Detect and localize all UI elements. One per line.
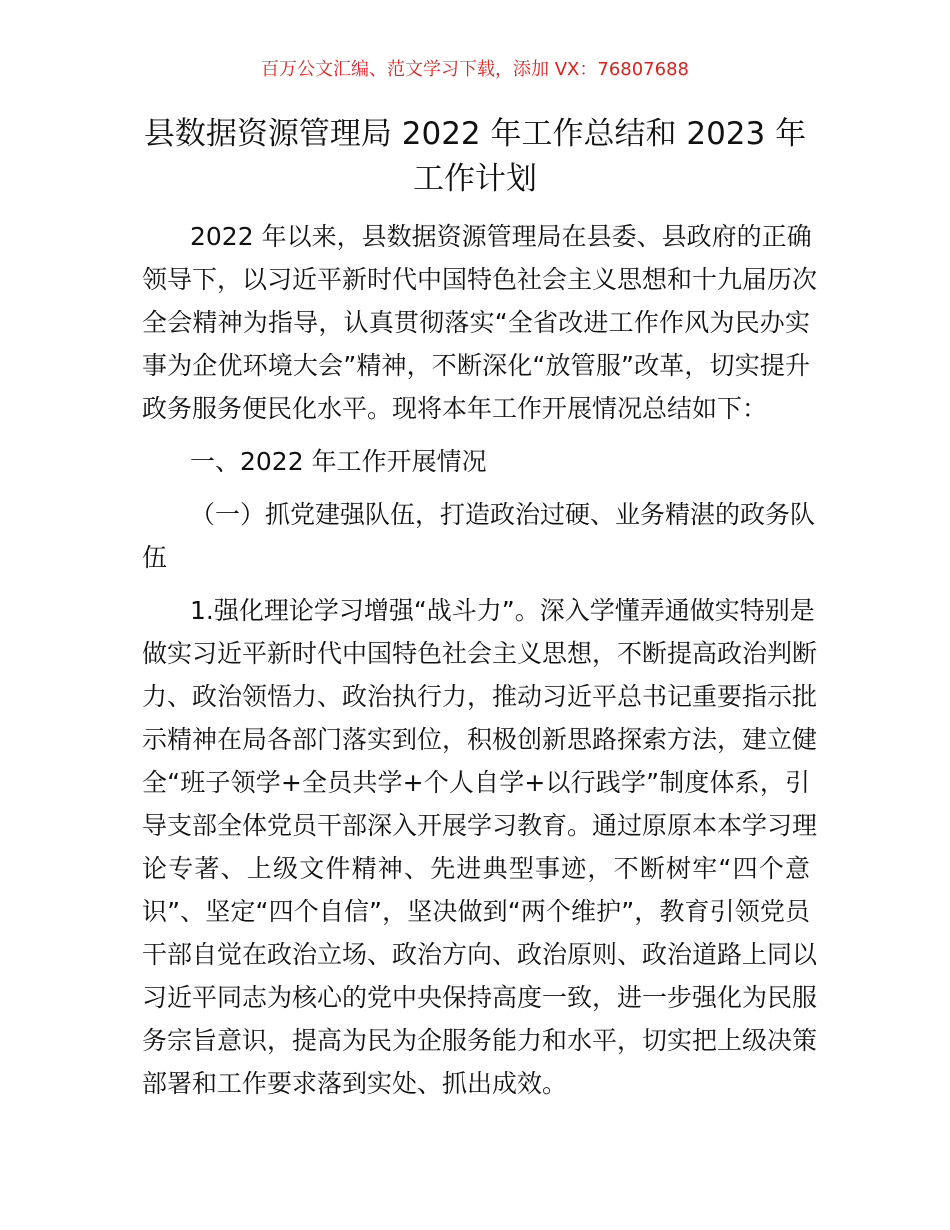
text-line: 全“班子领学+全员共学+个人自学+以行践学”制度体系，引 [142, 768, 810, 797]
body-paragraph [142, 589, 818, 1105]
watermark-banner: 百万公文汇编、范文学习下载，添加 VX：76807688 [261, 59, 689, 80]
intro-paragraph [142, 215, 818, 430]
text-line: 全会精神为指导，认真贯彻落实“全省改进工作作风为民办实 [142, 308, 810, 337]
document-title [100, 112, 850, 202]
text-line: 做实习近平新时代中国特色社会主义思想，不断提高政治判断 [142, 639, 818, 668]
text-line: 习近平同志为核心的党中央保持高度一致，进一步强化为民服 [142, 983, 818, 1012]
text-line: 论专著、上级文件精神、先进典型事迹，不断树牢“四个意 [142, 854, 810, 883]
text-line: 务宗旨意识，提高为民为企服务能力和水平，切实把上级决策 [142, 1026, 818, 1055]
text-line: 力、政治领悟力、政治执行力，推动习近平总书记重要指示批 [142, 682, 818, 711]
text-line: 2022 年以来，县数据资源管理局在县委、县政府的正确 [190, 222, 812, 251]
heading-line: 伍 [142, 543, 168, 572]
title-line: 工作计划 [413, 161, 537, 197]
text-line: 干部自觉在政治立场、政治方向、政治原则、政治道路上同以 [142, 940, 818, 969]
heading-line: （一）抓党建强队伍，打造政治过硬、业务精湛的政务队 [190, 500, 816, 529]
text-line: 事为企优环境大会”精神，不断深化“放管服”改革，切实提升 [142, 351, 810, 380]
heading-line: 一、2022 年工作开展情况 [190, 447, 487, 476]
text-line: 部署和工作要求落到实处、抓出成效。 [142, 1069, 568, 1098]
text-line: 政务服务便民化水平。现将本年工作开展情况总结如下： [142, 394, 768, 423]
text-line: 领导下，以习近平新时代中国特色社会主义思想和十九届历次 [142, 265, 818, 294]
section-heading [142, 440, 810, 483]
text-line: 导支部全体党员干部深入开展学习教育。通过原原本本学习理 [142, 811, 818, 840]
text-line: 识”、坚定“四个自信”，坚决做到“两个维护”，教育引领党员 [142, 897, 810, 926]
text-line: 1.强化理论学习增强“战斗力”。深入学懂弄通做实特别是 [190, 596, 815, 625]
title-line: 县数据资源管理局 2022 年工作总结和 2023 年 [143, 116, 807, 152]
subsection-heading [142, 493, 816, 579]
text-line: 示精神在局各部门落实到位，积极创新思路探索方法，建立健 [142, 725, 818, 754]
